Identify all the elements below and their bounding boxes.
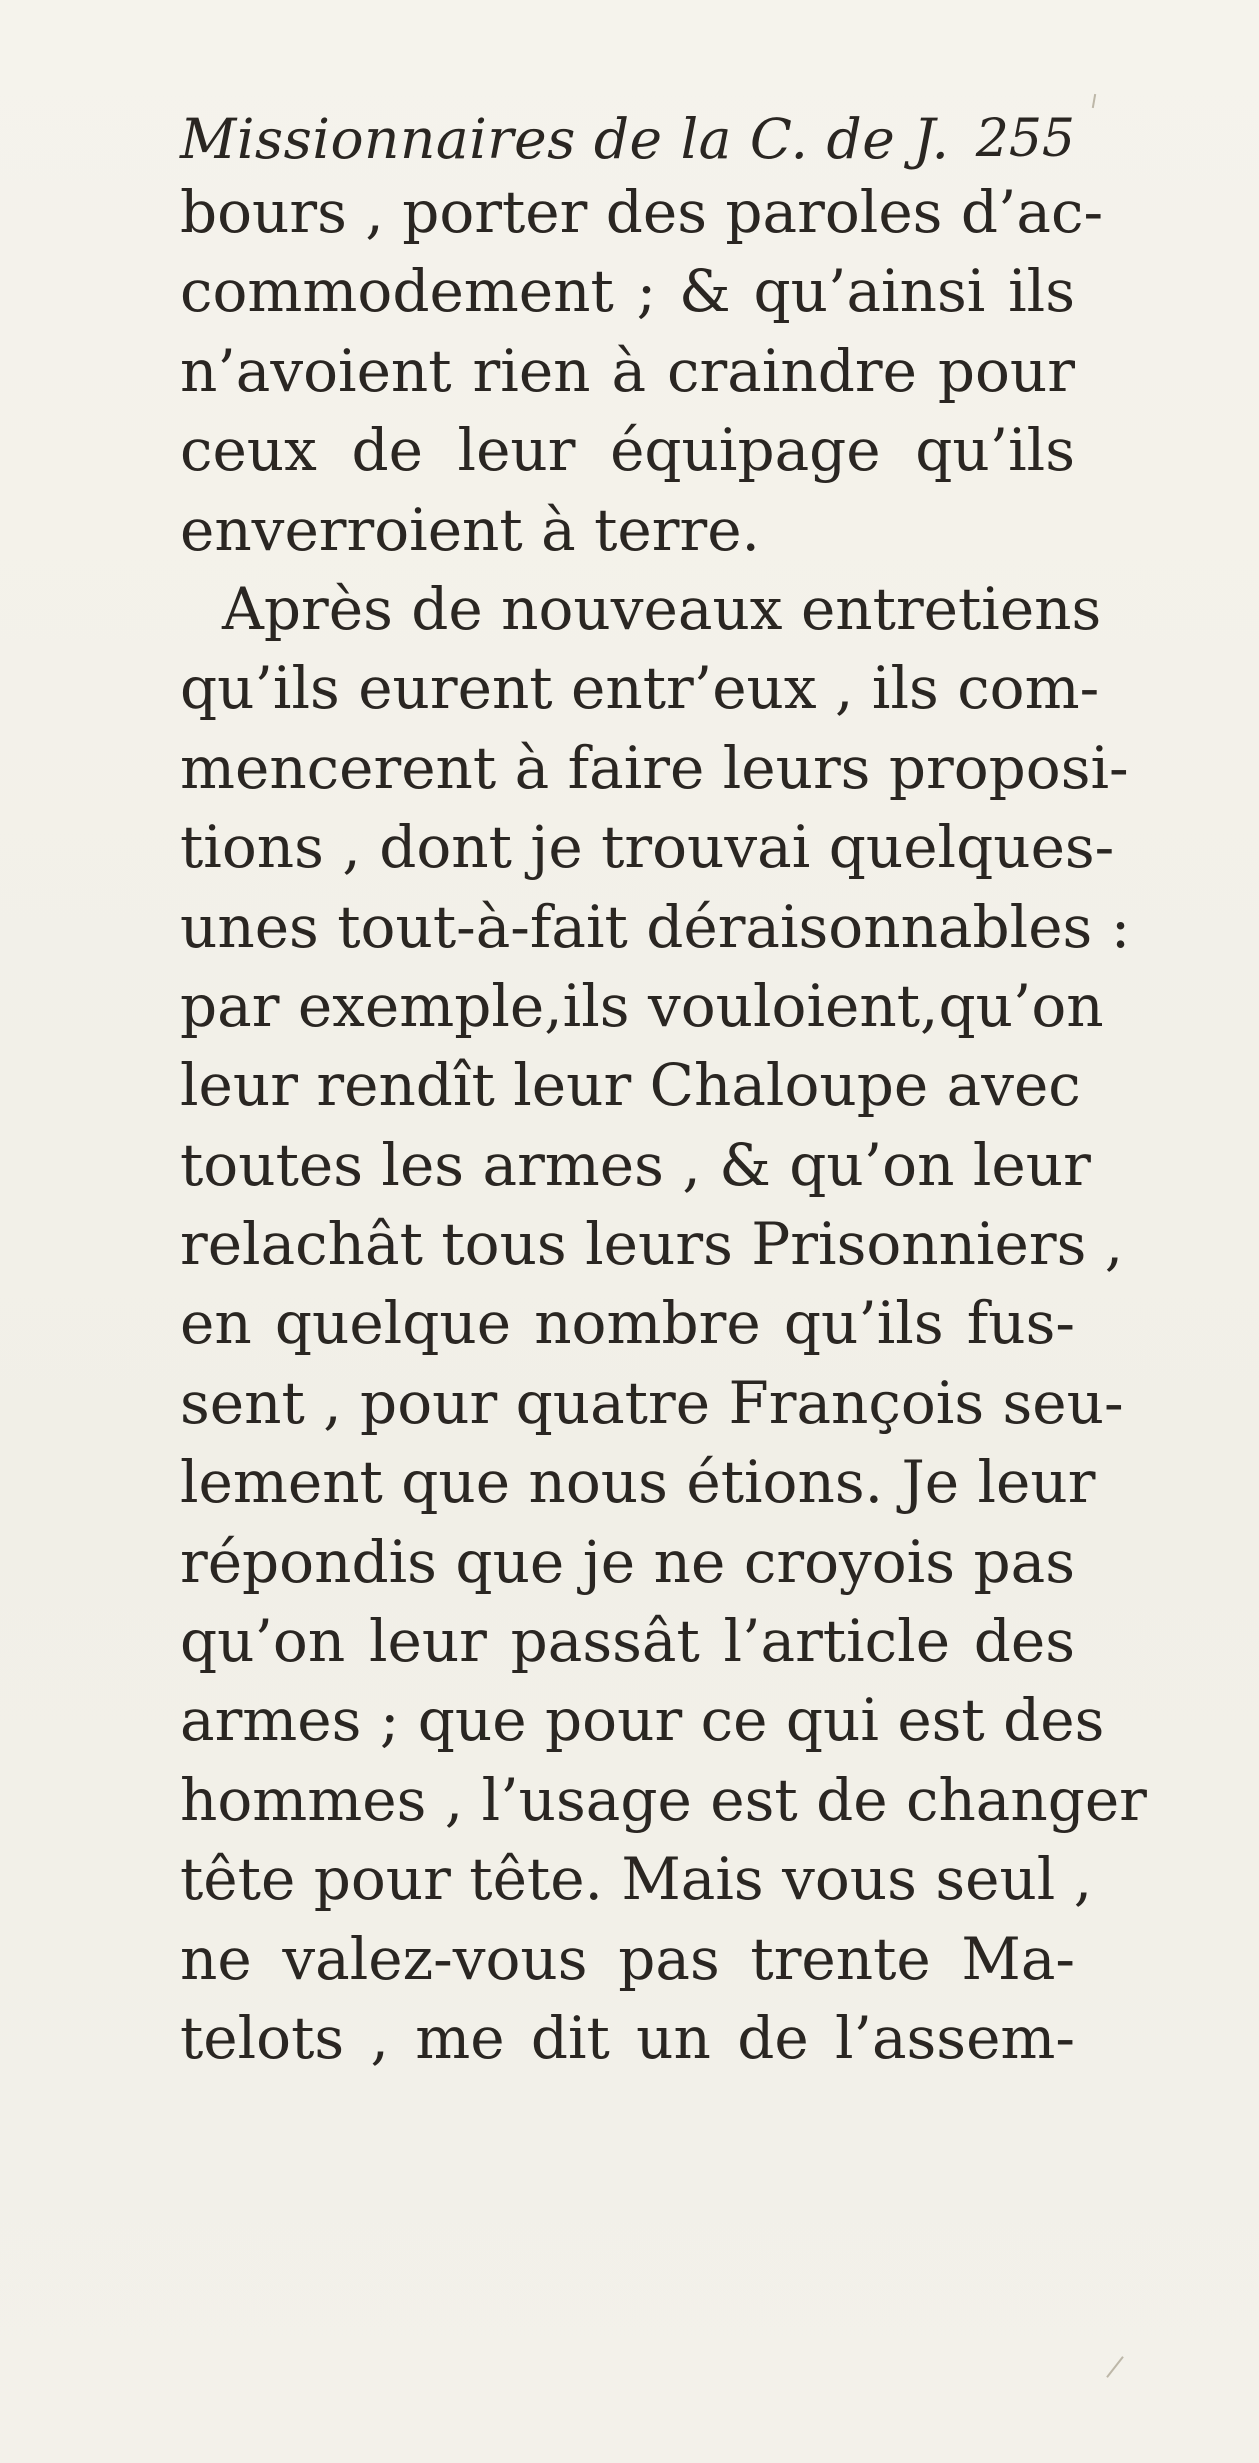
running-title: Missionnaires de la C. de J. [180, 107, 950, 171]
text-line: ceux de leur équipage qu’ils [180, 416, 1075, 485]
text-line: sent , pour quatre François seu- [180, 1368, 1124, 1437]
text-line: qu’ils eurent entr’eux , ils com- [180, 654, 1100, 723]
text-line: qu’on leur passât l’article des [180, 1607, 1075, 1676]
text-line: par exemple,ils vouloient,qu’on [180, 971, 1104, 1040]
text-line: armes ; que pour ce qui est des [180, 1686, 1105, 1755]
text-line: tête pour tête. Mais vous seul , [180, 1845, 1093, 1914]
body-text [180, 173, 1147, 2078]
text-line: bours , porter des paroles d’ac- [180, 178, 1104, 246]
text-line: leur rendît leur Chaloupe avec [180, 1051, 1081, 1120]
text-line: mencerent à faire leurs proposi- [180, 733, 1129, 802]
page-header [180, 104, 1075, 174]
text-line: commodement ; & qu’ainsi ils [180, 257, 1075, 326]
text-line: telots , me dit un de l’assem- [180, 2003, 1075, 2072]
text-line: ne valez-vous pas trente Ma- [180, 1924, 1075, 1993]
text-line: répondis que je ne croyois pas [180, 1527, 1075, 1596]
text-line: tions , dont je trouvai quelques- [180, 813, 1115, 882]
text-line: hommes , l’usage est de changer [180, 1765, 1147, 1834]
text-line: unes tout-à-fait déraisonnables : [180, 892, 1131, 961]
text-line: n’avoient rien à craindre pour [180, 336, 1075, 405]
text-line: toutes les armes , & qu’on leur [180, 1130, 1091, 1199]
text-line: lement que nous étions. Je leur [180, 1448, 1096, 1517]
text-line: enverroient à terre. [180, 495, 760, 564]
paper-speck [1092, 94, 1096, 108]
text-line: relachât tous leurs Prisonniers , [180, 1210, 1124, 1279]
paper-speck [1106, 2356, 1124, 2378]
text-line: en quelque nombre qu’ils fus- [180, 1289, 1075, 1358]
page-number: 255 [975, 109, 1075, 169]
text-line: Après de nouveaux entretiens [222, 574, 1102, 643]
